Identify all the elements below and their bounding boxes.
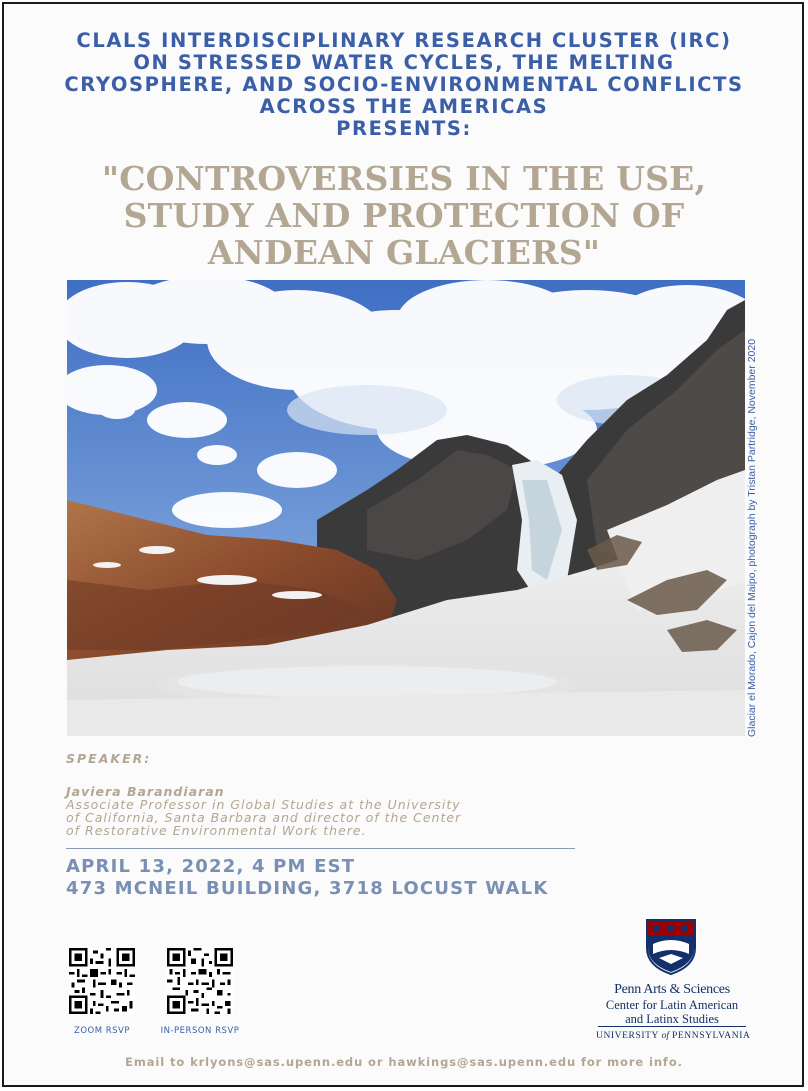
title-line: STUDY AND PROTECTION OF — [123, 196, 685, 235]
event-details — [66, 856, 548, 900]
zoom-rsvp-label: ZOOM RSVP — [74, 1026, 130, 1036]
title-line: ANDEAN GLACIERS" — [207, 233, 601, 272]
center-name-line: Center for Latin American — [605, 998, 739, 1012]
in-person-rsvp-qr-code[interactable] — [167, 948, 233, 1014]
zoom-rsvp-qr-code[interactable] — [69, 948, 135, 1014]
in-person-rsvp-label: IN-PERSON RSVP — [160, 1026, 240, 1036]
center-name-line: and Latinx Studies — [625, 1012, 719, 1026]
university-name — [596, 1031, 751, 1041]
logo-divider — [598, 1026, 746, 1027]
organizer-heading — [0, 30, 808, 140]
speaker-description-line: of California, Santa Barbara and director of the Center — [66, 810, 462, 825]
speaker-section — [66, 752, 461, 837]
event-location: 473 MCNEIL BUILDING, 3718 LOCUST WALK — [66, 878, 549, 899]
presents-line: PRESENTS: — [336, 117, 472, 140]
organizer-line: ON STRESSED WATER CYCLES, THE MELTING — [133, 51, 675, 74]
speaker-label: SPEAKER: — [66, 751, 152, 766]
university-name-part: PENNSYLVANIA — [669, 1031, 751, 1041]
speaker-description — [66, 798, 461, 837]
penn-clals-logo — [596, 918, 751, 1048]
penn-shield-icon — [645, 918, 697, 976]
penn-arts-sciences-text: Penn Arts & Sciences — [614, 982, 730, 997]
event-datetime: APRIL 13, 2022, 4 PM EST — [66, 856, 356, 877]
photo-caption: Glaciar el Morado, Cajon del Maipo, photograph by Tristan Partridge, November 2020 — [746, 338, 758, 737]
university-name-part: UNIVERSITY — [596, 1031, 662, 1041]
organizer-line: ACROSS THE AMERICAS — [259, 95, 549, 118]
speaker-name: Javiera Barandiaran — [66, 784, 225, 799]
divider — [66, 848, 575, 849]
speaker-description-line: of Restorative Environmental Work there. — [66, 823, 367, 838]
organizer-line: CLALS INTERDISCIPLINARY RESEARCH CLUSTER (IRC) — [76, 29, 732, 52]
event-title — [0, 160, 808, 271]
glacier-photo — [67, 280, 745, 736]
title-line: "CONTROVERSIES IN THE USE, — [101, 159, 707, 198]
speaker-description-line: Associate Professor in Global Studies at the University — [66, 797, 461, 812]
organizer-line: CRYOSPHERE, AND SOCIO-ENVIRONMENTAL CONFLICTS — [64, 73, 744, 96]
university-name-part: of — [661, 1031, 670, 1041]
contact-footer: Email to krlyons@sas.upenn.edu or hawkings@sas.upenn.edu for more info. — [125, 1055, 683, 1069]
